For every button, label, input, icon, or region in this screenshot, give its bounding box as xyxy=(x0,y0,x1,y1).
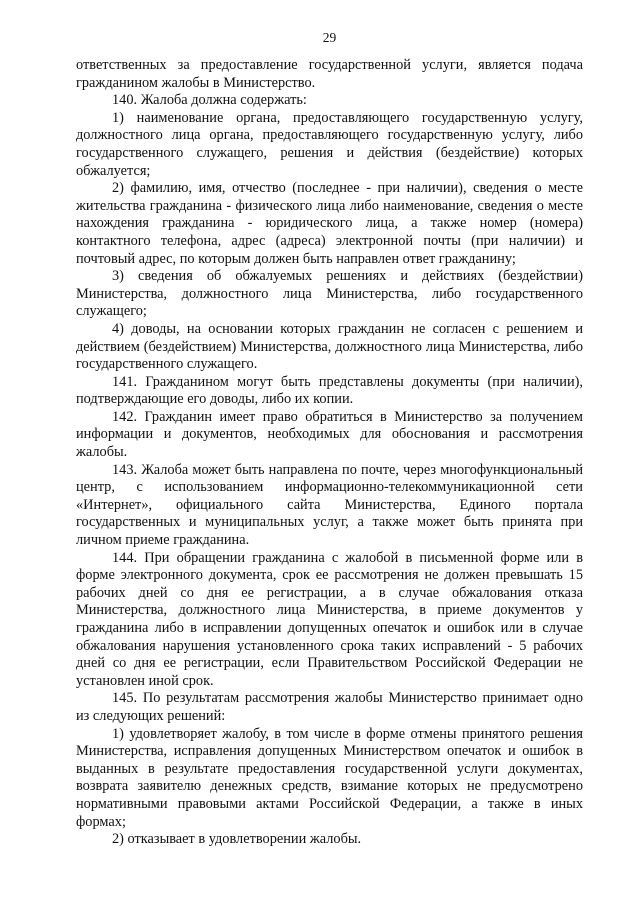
page-number: 29 xyxy=(322,30,337,45)
document-page xyxy=(76,30,583,849)
document-body xyxy=(76,57,583,849)
paragraph: 3) сведения об обжалуемых решениях и действиях (бездействии) Министерства, должностного лица Министерства, либо государственного служащего; xyxy=(76,268,583,320)
paragraph: 143. Жалоба может быть направлена по почте, через многофункциональный центр, с использованием информационно-телекоммуникационной сети «Интернет», официального сайта Министерства, Единого портала государственных и муниципальных услуг, а также может быть принята при личном приеме гражданина. xyxy=(76,461,583,549)
paragraph: 1) удовлетворяет жалобу, в том числе в форме отмены принятого решения Министерства, исправления допущенных Министерством опечаток и ошибок в выданных в результате предоставления государственной услуги документах, возврата заявителю денежных средств, взимание которых не предусмотрено нормативными правовыми актами Российской Федерации, а также в иных формах; xyxy=(76,725,583,830)
paragraph: 142. Гражданин имеет право обратиться в Министерство за получением информации и документов, необходимых для обоснования и рассмотрения жалобы. xyxy=(76,408,583,461)
paragraph: 2) отказывает в удовлетворении жалобы. xyxy=(112,831,362,848)
paragraph: ответственных за предоставление государственной услуги, является подача гражданином жалобы в Министерство. xyxy=(76,57,583,91)
paragraph: 145. По результатам рассмотрения жалобы Министерство принимает одно из следующих решений: xyxy=(76,690,583,724)
paragraph: 144. При обращении гражданина с жалобой в письменной форме или в форме электронного документа, срок ее рассмотрения не должен превышать 15 рабочих дней со дня ее регистрации, а в случае обжалования отказа Министерства, должностного лица Министерства, в приеме документов у гражданина либо в исправлении допущенных опечаток и ошибок или в случае обжалования нарушения установленного срока таких исправлений - 5 рабочих дней со дня ее регистрации, если Правительством Российской Федерации не установлен иной срок. xyxy=(76,549,583,689)
paragraph: 4) доводы, на основании которых гражданин не согласен с решением и действием (бездействием) Министерства, должностного лица Министерства, либо государственного служащего. xyxy=(76,320,583,373)
paragraph: 141. Гражданином могут быть представлены документы (при наличии), подтверждающие его доводы, либо их копии. xyxy=(76,373,583,408)
paragraph: 1) наименование органа, предоставляющего государственную услугу, должностного лица органа, предоставляющего государственную услугу, либо государственного служащего, решения и действия (бездействие) которых обжалуется; xyxy=(76,109,583,179)
paragraph: 140. Жалоба должна содержать: xyxy=(112,92,307,109)
paragraph: 2) фамилию, имя, отчество (последнее - при наличии), сведения о месте жительства гражданина - физического лица либо наименование, сведения о месте нахождения гражданина - юридического лица, а также номер (номера) контактного телефона, адрес (адреса) электронной почты (при наличии) и почтовый адрес, по которым должен быть направлен ответ гражданину; xyxy=(76,180,583,267)
